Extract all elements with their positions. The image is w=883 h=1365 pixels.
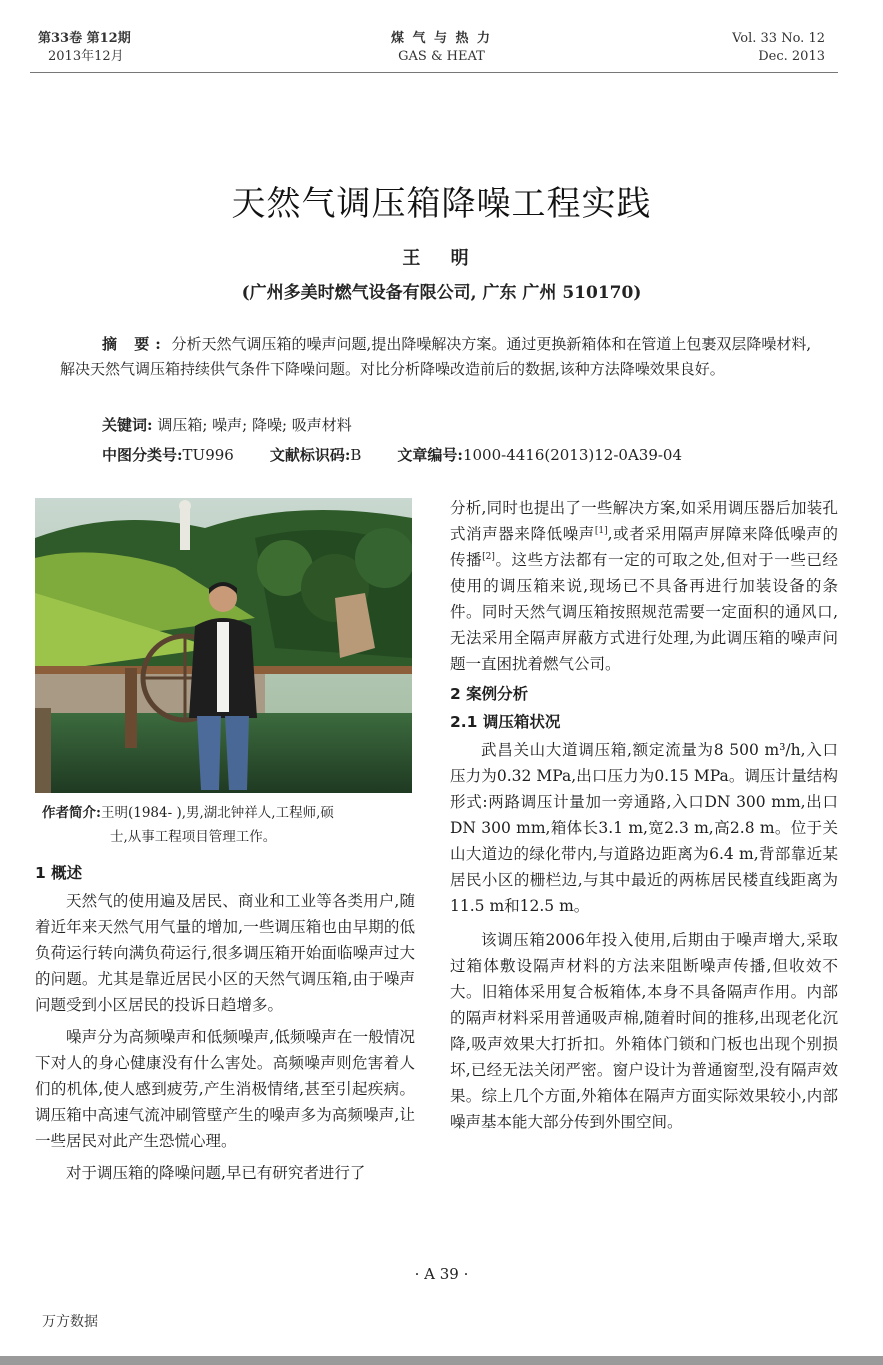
section-1-paragraph-1: 天然气的使用遍及居民、商业和工业等各类用户,随着近年来天然气用气量的增加,一些调压箱也由早期的低负荷运行转向满负荷运行,很多调压箱开始面临噪声过大的问题。尤其是靠近居民小区的天然气调压箱,由于噪声问题受到小区居民的投诉日趋增多。 <box>35 892 415 1014</box>
article-number-label: 文章编号: <box>397 446 463 464</box>
date-cn: 2013年12月 <box>48 49 124 64</box>
author-bio-caption <box>42 801 422 849</box>
continued-text-a: 分析,同时也提出了一些解决方案,如采用调压器后加装孔式消声器来降低噪声 <box>450 499 838 543</box>
volume-issue-en: Vol. 33 No. 12 <box>732 31 825 46</box>
keywords-text: 调压箱; 噪声; 降噪; 吸声材料 <box>157 416 352 434</box>
classification-line <box>102 443 682 467</box>
clc-value: TU996 <box>182 446 234 464</box>
left-column <box>35 858 415 1186</box>
abstract <box>60 332 820 382</box>
continued-paragraph <box>450 495 838 677</box>
keywords-label: 关键词: <box>102 416 153 434</box>
header-rule <box>30 72 838 73</box>
author-bio-line1: 王明(1984- ),男,湖北钟祥人,工程师,硕 <box>100 805 334 821</box>
section-2-1-paragraph-2: 该调压箱2006年投入使用,后期由于噪声增大,采取过箱体敷设隔声材料的方法来阻断噪声传播,但收效不大。旧箱体采用复合板箱体,本身不具备隔声作用。内部的隔声材料采用普通吸声棉,随着时间的推移,出现老化沉降,吸声效果大打折扣。外箱体门锁和门板也出现个别损坏,已经无法关闭严密。窗户设计为普通窗型,没有隔声效果。综上几个方面,外箱体在隔声方面实际效果较小,内部噪声基本能大部分传到外围空间。 <box>450 931 838 1131</box>
reference-1[interactable]: [1] <box>594 525 608 536</box>
clc-label: 中图分类号: <box>102 446 183 464</box>
author-photo <box>35 498 412 793</box>
abstract-label: 摘 要: <box>102 335 167 353</box>
author-bio-line2: 士,从事工程项目管理工作。 <box>110 829 277 845</box>
section-1-paragraph-3: 对于调压箱的降噪问题,早已有研究者进行了 <box>66 1164 366 1182</box>
header-volume-en <box>732 30 825 66</box>
keywords <box>102 413 352 437</box>
reference-2[interactable]: [2] <box>482 551 495 562</box>
page-number: · A 39 · <box>414 1265 469 1283</box>
journal-name-en: GAS & HEAT <box>398 49 485 64</box>
source-watermark: 万方数据 <box>42 1314 98 1330</box>
section-2-1-paragraph-1: 武昌关山大道调压箱,额定流量为8 500 m³/h,入口压力为0.32 MPa,出口压力为0.15 MPa。调压计量结构形式:两路调压计量加一旁通路,入口DN 300 mm,出口DN 300 mm,箱体长3.1 m,宽2.3 m,高2.8 m。位于关山大道边的绿化带内,与道路边距离为6.4 m,背部靠近某居民小区的栅栏边,与其中最近的两栋居民楼直线距离为11.5 m和12.5 m。 <box>450 741 838 915</box>
right-column <box>450 495 838 1135</box>
volume-issue-cn: 第33卷 第12期 <box>38 31 131 46</box>
continued-text-c: 。这些方法都有一定的可取之处,但对于一些已经使用的调压箱来说,现场已不具备再进行加装设备的条件。同时天然气调压箱按照规范需要一定面积的通风口,无法采用全隔声屏蔽方式进行处理,为此调压箱的噪声问题一直困扰着燃气公司。 <box>450 551 838 673</box>
journal-name-cn: 煤 气 与 热 力 <box>390 31 493 46</box>
section-1-paragraph-2: 噪声分为高频噪声和低频噪声,低频噪声在一般情况下对人的身心健康没有什么害处。高频噪声则危害着人们的机体,使人感到疲劳,产生消极情绪,甚至引起疾病。调压箱中高速气流冲刷管壁产生的噪声多为高频噪声,让一些居民对此产生恐慌心理。 <box>35 1028 415 1150</box>
doc-code-value: B <box>350 446 362 464</box>
article-number-value: 1000-4416(2013)12-0A39-04 <box>462 446 683 464</box>
date-en: Dec. 2013 <box>758 49 825 64</box>
section-2-1-heading: 2.1 调压箱状况 <box>450 713 561 731</box>
paper-author: 王 明 <box>402 248 481 269</box>
abstract-text: 分析天然气调压箱的噪声问题,提出降噪解决方案。通过更换新箱体和在管道上包裹双层降噪材料,解决天然气调压箱持续供气条件下降噪问题。对比分析降噪改造前后的数据,该种方法降噪效果良好。 <box>60 335 812 378</box>
bottom-scroll-bar <box>0 1356 883 1365</box>
author-bio-label: 作者简介: <box>42 805 101 821</box>
section-1-heading: 1 概述 <box>35 864 83 882</box>
section-2-heading: 2 案例分析 <box>450 685 529 703</box>
doc-code-label: 文献标识码: <box>269 446 351 464</box>
paper-title: 天然气调压箱降噪工程实践 <box>231 184 652 224</box>
continued-text-b: ,或者采用隔声屏障来降低噪声的传播 <box>450 525 838 569</box>
author-affiliation: (广州多美时燃气设备有限公司, 广东 广州 510170) <box>241 283 642 303</box>
